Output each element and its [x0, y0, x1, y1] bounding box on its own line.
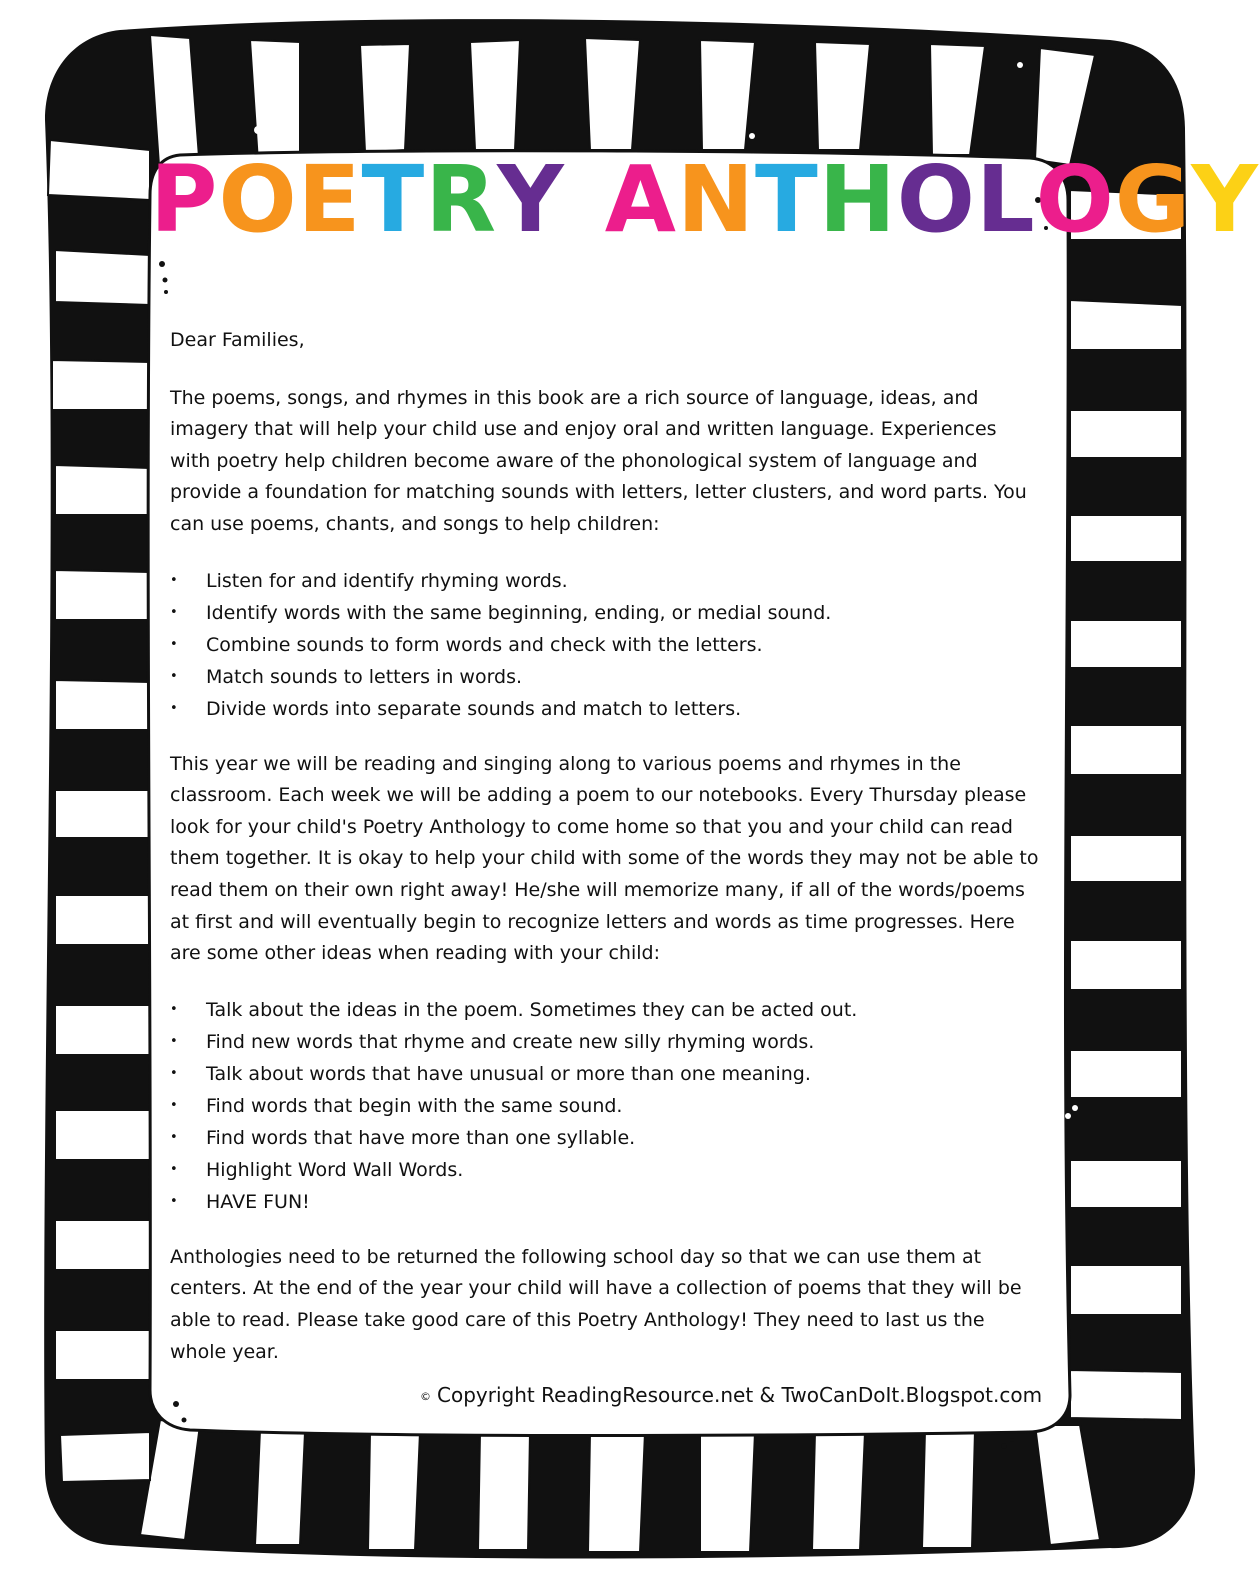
- title-letter: N: [676, 146, 755, 253]
- title-letter: T: [361, 146, 426, 253]
- list-item: • Talk about words that have unusual or more than one meaning.: [170, 1058, 1042, 1090]
- list-item: • Divide words into separate sounds and match to letters.: [170, 693, 1042, 725]
- list-item: • Match sounds to letters in words.: [170, 661, 1042, 693]
- list-item: • Talk about the ideas in the poem. Sometimes they can be acted out.: [170, 994, 1042, 1026]
- list-item: • Identify words with the same beginning, ending, or medial sound.: [170, 597, 1042, 629]
- ideas-list: [170, 994, 1042, 1218]
- title-letter: [565, 145, 605, 255]
- title-letter: A: [604, 146, 677, 253]
- list-item: • Highlight Word Wall Words.: [170, 1154, 1042, 1186]
- skills-list: [170, 565, 1042, 725]
- title-letter: G: [1114, 146, 1192, 253]
- greeting: Dear Families,: [170, 329, 305, 351]
- title-letter: L: [975, 146, 1036, 253]
- title-letter: Y: [1191, 146, 1259, 253]
- page-title: [150, 145, 1259, 255]
- title-letter: O: [218, 146, 298, 253]
- title-letter: O: [896, 146, 976, 253]
- copyright-notice: [420, 1383, 1042, 1407]
- copyright-symbol: ©: [420, 1390, 431, 1403]
- title-letter: H: [818, 146, 897, 253]
- list-item: • Combine sounds to form words and check with the letters.: [170, 629, 1042, 661]
- intro-paragraph: The poems, songs, and rhymes in this book are a rich source of language, ideas, and imagery that will help your child use and enjoy oral and written language. Experiences with poetry help children become aware of the phonological system of language and provide a foundation for matching sounds with letters, letter clusters, and word parts. You can use poems, chants, and songs to help children:: [170, 386, 1027, 535]
- list-item: • Find words that have more than one syllable.: [170, 1122, 1042, 1154]
- list-item: • Listen for and identify rhyming words.: [170, 565, 1042, 597]
- letter-body: [170, 325, 1042, 1368]
- closing-paragraph: Anthologies need to be returned the following school day so that we can use them at centers. At the end of the year your child will have a collection of poems that they will be able to read. Please take good care of this Poetry Anthology! They need to last us the whole year.: [170, 1245, 1022, 1363]
- title-letter: T: [754, 146, 819, 253]
- title-letter: P: [150, 146, 219, 253]
- title-letter: R: [425, 146, 498, 253]
- title-letter: O: [1035, 146, 1115, 253]
- title-letter: E: [297, 146, 362, 253]
- list-item: • Find words that begin with the same sound.: [170, 1090, 1042, 1122]
- title-letter: Y: [497, 146, 565, 253]
- list-item: • Find new words that rhyme and create new silly rhyming words.: [170, 1026, 1042, 1058]
- weekly-paragraph: This year we will be reading and singing along to various poems and rhymes in the classroom. Each week we will be adding a poem to our notebooks. Every Thursday please look for your child's Poetry Anthology to come home so that you and your child can read them together. It is okay to help your child with some of the words they may not be able to read them on their own right away! He/she will memorize many, if all of the words/poems at first and will eventually begin to recognize letters and words as time progresses. Here are some other ideas when reading with your child:: [170, 752, 1039, 965]
- list-item: • HAVE FUN!: [170, 1186, 1042, 1218]
- copyright-text: Copyright ReadingResource.net & TwoCanDoIt.Blogspot.com: [437, 1383, 1043, 1407]
